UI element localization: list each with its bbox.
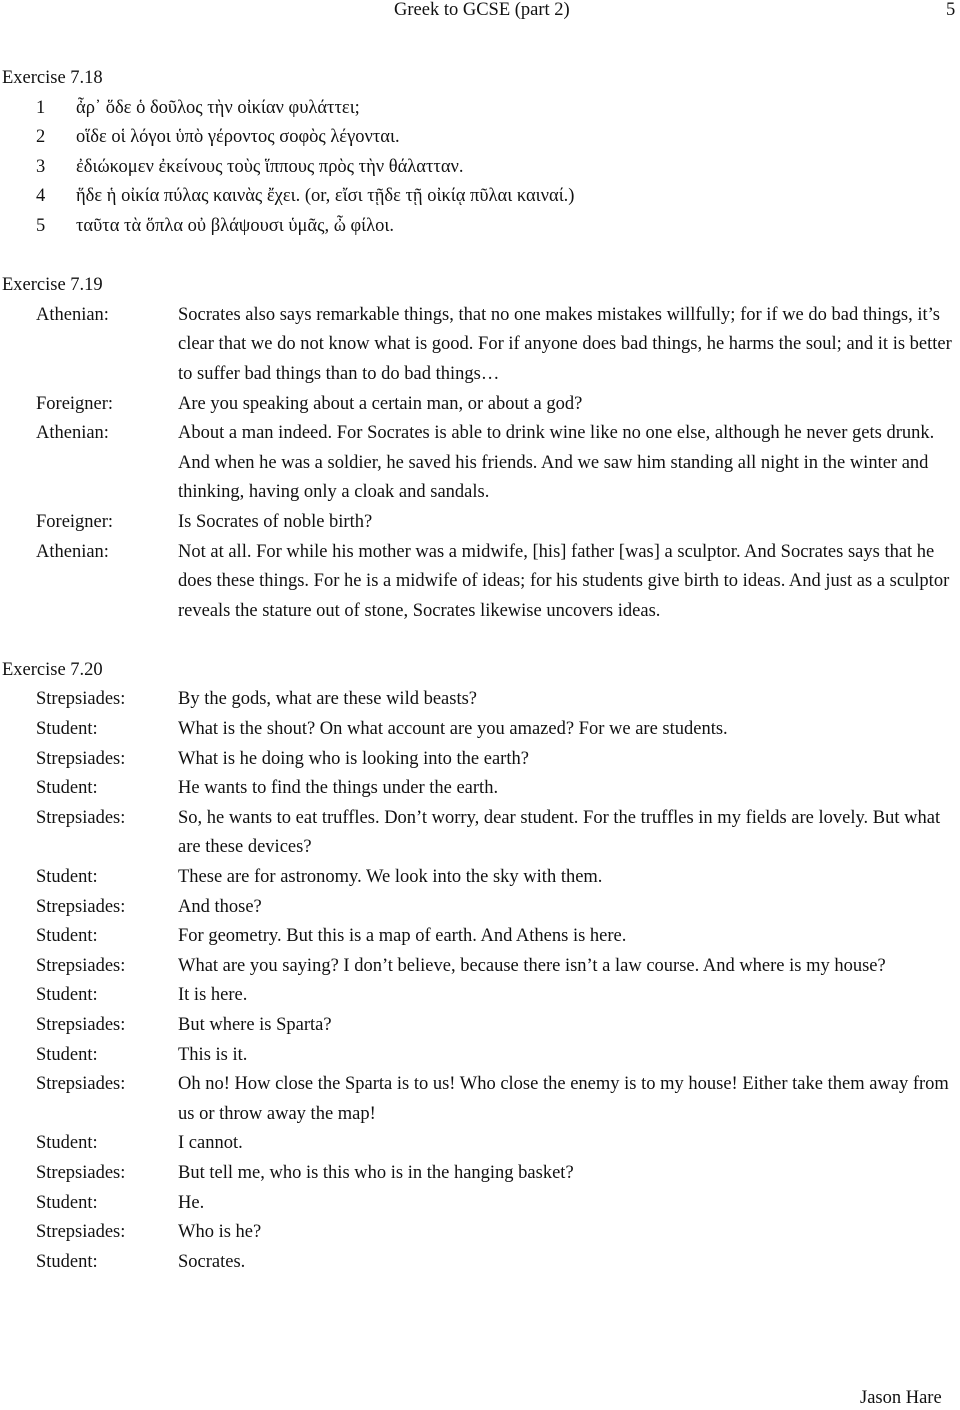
- dialogue-turn: [0, 715, 960, 745]
- speech-text: It is here.: [178, 985, 248, 1006]
- dialogue-turn: [0, 804, 960, 863]
- greek-sentence: ταῦτα τὰ ὅπλα οὐ βλάψουσι ὑμᾶς, ὦ φίλοι.: [76, 215, 394, 236]
- speech-text: Are you speaking about a certain man, or about a god?: [178, 393, 583, 414]
- speaker-label: Student:: [36, 719, 98, 740]
- speech-text: Is Socrates of noble birth?: [178, 511, 373, 532]
- speech-text: So, he wants to eat truffles. Don’t worry, dear student. For the truffles in my fields are lovely. But what are these devices?: [178, 807, 941, 858]
- speaker-label: Strepsiades:: [36, 807, 126, 828]
- speech-text: What are you saying? I don’t believe, because there isn’t a law course. And where is my house?: [178, 955, 886, 976]
- section-spacer: [0, 626, 960, 656]
- item-number: 1: [36, 97, 46, 118]
- list-item: [0, 212, 960, 242]
- dialogue-turn: [0, 1159, 960, 1189]
- dialogue-turn: [0, 1011, 960, 1041]
- dialogue-turn: [0, 508, 960, 538]
- dialogue-turn: [0, 390, 960, 420]
- list-item: [0, 153, 960, 183]
- speaker-label: Foreigner:: [36, 393, 114, 414]
- exercise-title: Exercise 7.20: [2, 659, 103, 680]
- dialogue-turn: [0, 1041, 960, 1071]
- greek-sentence: ἥδε ἡ οἰκία πύλας καινὰς ἔχει. (or, εἴσι τῇδε τῇ οἰκίᾳ πῦλαι καιναί.): [76, 186, 575, 207]
- speaker-label: Strepsiades:: [36, 748, 126, 769]
- dialogue-turn: [0, 893, 960, 923]
- speaker-label: Strepsiades:: [36, 896, 126, 917]
- speaker-label: Strepsiades:: [36, 1162, 126, 1183]
- speech-text: Who is he?: [178, 1222, 262, 1243]
- speech-text: Socrates.: [178, 1251, 246, 1272]
- speaker-label: Student:: [36, 1133, 98, 1154]
- speech-text: I cannot.: [178, 1133, 243, 1154]
- speaker-label: Student:: [36, 1044, 98, 1065]
- dialogue-turn: [0, 774, 960, 804]
- speaker-label: Strepsiades:: [36, 1074, 126, 1095]
- section-spacer: [0, 242, 960, 272]
- speaker-label: Strepsiades:: [36, 1222, 126, 1243]
- dialogue-turn: [0, 922, 960, 952]
- speaker-label: Foreigner:: [36, 511, 114, 532]
- list-item: [0, 182, 960, 212]
- dialogue-turn: [0, 745, 960, 775]
- dialogue-turn: [0, 952, 960, 982]
- speaker-label: Strepsiades:: [36, 955, 126, 976]
- speech-text: These are for astronomy. We look into the sky with them.: [178, 867, 603, 888]
- greek-sentence: ἐδιώκομεν ἐκείνους τοὺς ἵππους πρὸς τὴν θάλατταν.: [76, 156, 464, 177]
- speech-text: Not at all. For while his mother was a midwife, [his] father [was] a sculptor. And Socrates says that he does these things. For he is a midwife of ideas; for his students give birth to ideas. And just as a sculptor reveals the stature out of stone, Socrates likewise uncovers ideas.: [178, 541, 950, 621]
- page-number: 5: [946, 0, 956, 20]
- exercise-7-19: [0, 271, 960, 626]
- speech-text: But where is Sparta?: [178, 1015, 332, 1035]
- exercise-title: Exercise 7.19: [2, 275, 103, 296]
- item-number: 2: [36, 127, 46, 148]
- author-footer: Jason Hare: [860, 1388, 942, 1408]
- speaker-label: Athenian:: [36, 541, 109, 562]
- speech-text: But tell me, who is this who is in the hanging basket?: [178, 1162, 574, 1183]
- item-number: 3: [36, 156, 46, 177]
- speaker-label: Athenian:: [36, 304, 109, 325]
- speech-text: What is the shout? On what account are you amazed? For we are students.: [178, 719, 728, 740]
- speech-text: For geometry. But this is a map of earth. And Athens is here.: [178, 926, 627, 947]
- speech-text: And those?: [178, 896, 262, 917]
- speaker-label: Student:: [36, 867, 98, 888]
- speech-text: He wants to find the things under the earth.: [178, 778, 499, 799]
- dialogue-turn: [0, 1218, 960, 1248]
- speech-text: By the gods, what are these wild beasts?: [178, 689, 478, 710]
- item-number: 4: [36, 186, 46, 207]
- dialogue-turn: [0, 1248, 960, 1278]
- speech-text: What is he doing who is looking into the earth?: [178, 748, 529, 769]
- greek-sentence: ἆρ᾽ ὅδε ὁ δοῦλος τὴν οἰκίαν φυλάττει;: [76, 97, 360, 118]
- dialogue-turn: [0, 1189, 960, 1219]
- dialogue-turn: [0, 301, 960, 390]
- speaker-label: Student:: [36, 1192, 98, 1213]
- speech-text: About a man indeed. For Socrates is able to drink wine like no one else, although he never gets drunk. And when he was a soldier, he saved his friends. And we saw him standing all night in the winter and thinking, having only a cloak and sandals.: [178, 423, 935, 503]
- dialogue-turn: [0, 419, 960, 508]
- speaker-label: Student:: [36, 985, 98, 1006]
- dialogue-turn: [0, 863, 960, 893]
- exercise-title: Exercise 7.18: [2, 68, 103, 88]
- dialogue-turn: [0, 1129, 960, 1159]
- dialogue-turn: [0, 981, 960, 1011]
- speaker-label: Strepsiades:: [36, 689, 126, 710]
- greek-sentence: οἵδε οἱ λόγοι ὑπὸ γέροντος σοφὸς λέγονται.: [76, 127, 400, 148]
- document-title: Greek to GCSE (part 2): [394, 0, 570, 20]
- page-header: [0, 0, 960, 24]
- speech-text: He.: [178, 1192, 205, 1213]
- list-item: [0, 94, 960, 124]
- page-content: [0, 64, 960, 1277]
- dialogue-turn: [0, 1070, 960, 1129]
- speaker-label: Student:: [36, 1251, 98, 1272]
- dialogue-turn: [0, 538, 960, 627]
- speaker-label: Student:: [36, 926, 98, 947]
- speaker-label: Student:: [36, 778, 98, 799]
- speech-text: Oh no! How close the Sparta is to us! Who close the enemy is to my house! Either take them away from us or throw away the map!: [178, 1074, 949, 1124]
- dialogue-turn: [0, 685, 960, 715]
- speech-text: Socrates also says remarkable things, that no one makes mistakes willfully; for if we do bad things, it’s clear that we do not know what is good. For if anyone does bad things, he harms the soul; and it is better to suffer bad things than to do bad things…: [178, 304, 952, 384]
- list-item: [0, 123, 960, 153]
- item-number: 5: [36, 215, 46, 236]
- speaker-label: Athenian:: [36, 423, 109, 444]
- exercise-7-18: [0, 64, 960, 242]
- speech-text: This is it.: [178, 1044, 248, 1065]
- speaker-label: Strepsiades:: [36, 1015, 126, 1035]
- exercise-7-20: [0, 656, 960, 1277]
